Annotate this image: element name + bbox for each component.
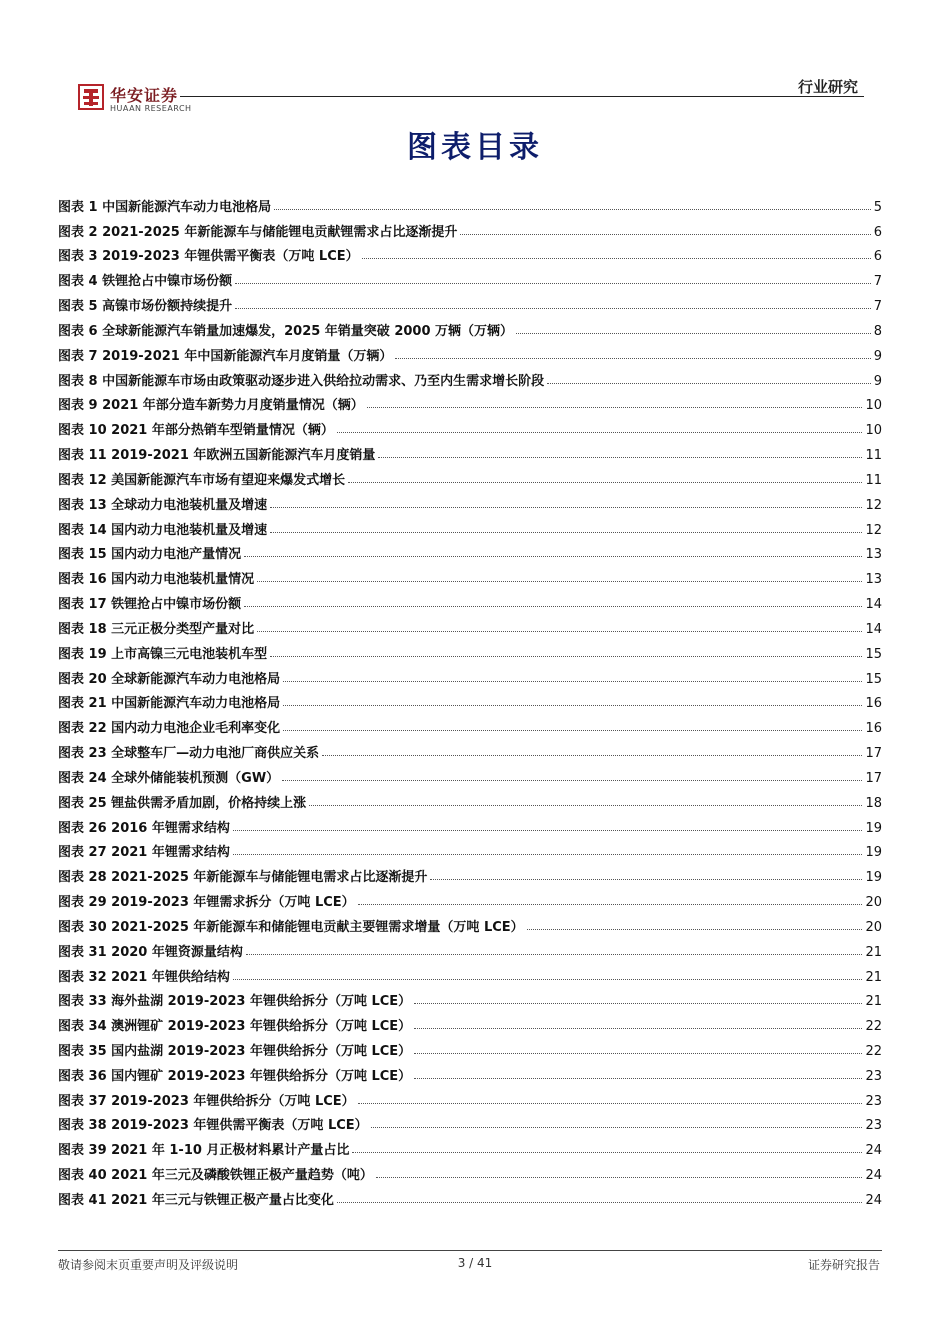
toc-entry-page[interactable]: 13 xyxy=(865,572,882,588)
toc-entry[interactable] xyxy=(58,314,882,339)
footer-disclaimer: 敬请参阅末页重要声明及评级说明 xyxy=(58,1258,239,1272)
page-header xyxy=(0,0,950,113)
toc-entry-label[interactable]: 图表 15 国内动力电池产量情况 xyxy=(58,547,242,563)
toc-leader-dots xyxy=(367,407,863,408)
toc-leader-dots xyxy=(358,1103,863,1104)
toc-entry[interactable] xyxy=(58,562,882,587)
toc-entry-label[interactable]: 图表 11 2019-2021 年欧洲五国新能源汽车月度销量 xyxy=(58,448,376,464)
toc-entry-label[interactable]: 图表 3 2019-2023 年锂供需平衡表（万吨 LCE） xyxy=(58,249,359,265)
toc-entry-label[interactable]: 图表 30 2021-2025 年新能源车和储能锂电贡献主要锂需求增量（万吨 LCE） xyxy=(58,919,524,935)
toc-entry-page[interactable]: 13 xyxy=(865,547,882,563)
toc-entry[interactable] xyxy=(58,463,882,488)
toc-entry-label[interactable]: 图表 27 2021 年锂需求结构 xyxy=(58,845,230,861)
footer-divider xyxy=(58,1250,882,1251)
toc-entry[interactable] xyxy=(58,910,882,935)
toc-leader-dots xyxy=(337,1202,863,1203)
toc-entry-label[interactable]: 图表 33 海外盐湖 2019-2023 年锂供给拆分（万吨 LCE） xyxy=(58,994,412,1010)
toc-entry[interactable] xyxy=(58,612,882,637)
toc-entry-label[interactable]: 图表 28 2021-2025 年新能源车与储能锂电需求占比逐渐提升 xyxy=(58,870,428,886)
toc-entry-page[interactable]: 18 xyxy=(865,795,882,811)
toc-entry-page[interactable]: 16 xyxy=(865,696,882,712)
toc-entry[interactable] xyxy=(58,1133,882,1158)
toc-entry-page[interactable]: 20 xyxy=(865,919,882,935)
toc-entry-label[interactable]: 图表 29 2019-2023 年锂需求拆分（万吨 LCE） xyxy=(58,895,355,911)
toc-entry-page[interactable]: 11 xyxy=(865,448,882,464)
toc-leader-dots xyxy=(348,482,862,483)
toc-entry-label[interactable]: 图表 32 2021 年锂供给结构 xyxy=(58,969,230,985)
toc-entry-page[interactable]: 17 xyxy=(865,746,882,762)
toc-entry-label[interactable]: 图表 34 澳洲锂矿 2019-2023 年锂供给拆分（万吨 LCE） xyxy=(58,1019,412,1035)
toc-leader-dots xyxy=(274,209,871,210)
toc-entry-label[interactable]: 图表 10 2021 年部分热销车型销量情况（辆） xyxy=(58,423,334,439)
toc-entry-label[interactable]: 图表 23 全球整车厂—动力电池厂商供应关系 xyxy=(58,746,320,762)
toc-entry[interactable] xyxy=(58,513,882,538)
toc-entry-page[interactable]: 20 xyxy=(865,895,882,911)
toc-entry-page[interactable]: 19 xyxy=(865,870,882,886)
toc-entry-label[interactable]: 图表 5 高镍市场份额持续提升 xyxy=(58,299,233,315)
toc-entry-page[interactable]: 6 xyxy=(873,224,882,240)
toc-entry[interactable] xyxy=(58,364,882,389)
toc-entry-label[interactable]: 图表 20 全球新能源汽车动力电池格局 xyxy=(58,671,281,687)
toc-entry-label[interactable]: 图表 18 三元正极分类型产量对比 xyxy=(58,621,255,637)
toc-entry[interactable] xyxy=(58,836,882,861)
toc-leader-dots xyxy=(235,308,871,309)
toc-leader-dots xyxy=(233,830,863,831)
toc-entry[interactable] xyxy=(58,587,882,612)
toc-entry-page[interactable]: 15 xyxy=(865,671,882,687)
toc-entry[interactable] xyxy=(58,637,882,662)
toc-entry-page[interactable]: 6 xyxy=(873,249,882,265)
toc-entry[interactable] xyxy=(58,488,882,513)
toc-entry[interactable] xyxy=(58,985,882,1010)
toc-entry-page[interactable]: 7 xyxy=(873,274,882,290)
toc-entry-page[interactable]: 23 xyxy=(865,1093,882,1109)
toc-entry[interactable] xyxy=(58,190,882,215)
toc-entry-label[interactable]: 图表 16 国内动力电池装机量情况 xyxy=(58,572,255,588)
toc-entry[interactable] xyxy=(58,240,882,265)
toc-leader-dots xyxy=(283,681,862,682)
toc-entry[interactable] xyxy=(58,1084,882,1109)
toc-entry-page[interactable]: 24 xyxy=(865,1168,882,1184)
toc-leader-dots xyxy=(244,606,862,607)
toc-entry-page[interactable]: 10 xyxy=(865,398,882,414)
toc-leader-dots xyxy=(246,954,863,955)
toc-entry[interactable] xyxy=(58,1034,882,1059)
header-divider xyxy=(180,96,864,97)
toc-entry-page[interactable]: 15 xyxy=(865,646,882,662)
toc-entry-page[interactable]: 22 xyxy=(865,1043,882,1059)
toc-entry-page[interactable]: 21 xyxy=(865,969,882,985)
toc-entry[interactable] xyxy=(58,1059,882,1084)
toc-leader-dots xyxy=(378,457,862,458)
toc-entry[interactable] xyxy=(58,687,882,712)
toc-entry[interactable] xyxy=(58,289,882,314)
toc-leader-dots xyxy=(270,507,862,508)
toc-entry-label[interactable]: 图表 6 全球新能源汽车销量加速爆发，2025 年销量突破 2000 万辆（万辆） xyxy=(58,323,514,339)
toc-leader-dots xyxy=(257,631,862,632)
toc-entry-label[interactable]: 图表 41 2021 年三元与铁锂正极产量占比变化 xyxy=(58,1192,334,1208)
toc-entry-label[interactable]: 图表 36 国内锂矿 2019-2023 年锂供给拆分（万吨 LCE） xyxy=(58,1068,412,1084)
toc-entry-label[interactable]: 图表 37 2019-2023 年锂供给拆分（万吨 LCE） xyxy=(58,1093,355,1109)
toc-entry-page[interactable]: 21 xyxy=(865,994,882,1010)
toc-entry-page[interactable]: 11 xyxy=(865,472,882,488)
toc-entry[interactable] xyxy=(58,935,882,960)
toc-leader-dots xyxy=(235,283,871,284)
toc-entry-page[interactable]: 22 xyxy=(865,1019,882,1035)
toc-entry-label[interactable]: 图表 31 2020 年锂资源量结构 xyxy=(58,944,243,960)
toc-leader-dots xyxy=(322,755,862,756)
logo-text-en: HUAAN RESEARCH xyxy=(110,104,192,113)
toc-entry[interactable] xyxy=(58,960,882,985)
toc-entry-label[interactable]: 图表 22 国内动力电池企业毛利率变化 xyxy=(58,721,281,737)
toc-leader-dots xyxy=(414,1028,862,1029)
toc-entry-label[interactable]: 图表 12 美国新能源汽车市场有望迎来爆发式增长 xyxy=(58,472,346,488)
toc-entry[interactable] xyxy=(58,264,882,289)
page-number: 3 / 41 xyxy=(457,1256,493,1270)
toc-leader-dots xyxy=(283,705,862,706)
toc-leader-dots xyxy=(233,979,863,980)
toc-leader-dots xyxy=(362,258,871,259)
toc-entry-page[interactable]: 12 xyxy=(865,522,882,538)
toc-leader-dots xyxy=(283,730,862,731)
page-title: 图表目录 xyxy=(407,130,543,165)
toc-entry[interactable] xyxy=(58,736,882,761)
toc-entry[interactable] xyxy=(58,538,882,563)
toc-leader-dots xyxy=(309,805,862,806)
toc-leader-dots xyxy=(270,656,862,657)
toc-entry[interactable] xyxy=(58,711,882,736)
footer-report-type: 证券研究报告 xyxy=(807,1258,880,1272)
toc-entry[interactable] xyxy=(58,662,882,687)
toc-entry-page[interactable]: 10 xyxy=(865,423,882,439)
toc-leader-dots xyxy=(352,1152,862,1153)
toc-entry[interactable] xyxy=(58,1109,882,1134)
toc-leader-dots xyxy=(547,383,871,384)
toc-entry-page[interactable]: 16 xyxy=(865,721,882,737)
toc-entry-label[interactable]: 图表 13 全球动力电池装机量及增速 xyxy=(58,497,268,513)
toc-leader-dots xyxy=(257,581,862,582)
toc-leader-dots xyxy=(371,1127,863,1128)
toc-entry-label[interactable]: 图表 17 铁锂抢占中镍市场份额 xyxy=(58,597,242,613)
huaan-logo-icon xyxy=(78,84,104,110)
toc-entry-page[interactable]: 19 xyxy=(865,820,882,836)
toc-entry-page[interactable]: 9 xyxy=(873,348,882,364)
toc-entry[interactable] xyxy=(58,339,882,364)
toc-entry-page[interactable]: 24 xyxy=(865,1143,882,1159)
toc-entry-page[interactable]: 23 xyxy=(865,1068,882,1084)
toc-leader-dots xyxy=(527,929,863,930)
toc-entry-page[interactable]: 21 xyxy=(865,944,882,960)
toc-entry-page[interactable]: 19 xyxy=(865,845,882,861)
toc-entry-label[interactable]: 图表 26 2016 年锂需求结构 xyxy=(58,820,230,836)
toc-leader-dots xyxy=(233,854,863,855)
toc-entry-label[interactable]: 图表 35 国内盐湖 2019-2023 年锂供给拆分（万吨 LCE） xyxy=(58,1043,412,1059)
toc-leader-dots xyxy=(414,1003,862,1004)
toc-entry-page[interactable]: 17 xyxy=(865,770,882,786)
toc-entry-label[interactable]: 图表 24 全球外储能装机预测（GW） xyxy=(58,770,280,786)
table-of-figures xyxy=(58,190,882,1208)
toc-entry[interactable] xyxy=(58,389,882,414)
toc-entry-label[interactable]: 图表 40 2021 年三元及磷酸铁锂正极产量趋势（吨） xyxy=(58,1168,373,1184)
toc-entry-page[interactable]: 9 xyxy=(873,373,882,389)
logo-text-cn: 华安证券 xyxy=(110,86,179,105)
toc-entry-page[interactable]: 7 xyxy=(873,299,882,315)
toc-entry-label[interactable]: 图表 7 2019-2021 年中国新能源汽车月度销量（万辆） xyxy=(58,348,393,364)
toc-entry[interactable] xyxy=(58,215,882,240)
section-label: 行业研究 xyxy=(797,78,858,96)
toc-leader-dots xyxy=(270,532,862,533)
toc-entry-page[interactable]: 23 xyxy=(865,1118,882,1134)
toc-leader-dots xyxy=(414,1053,862,1054)
toc-entry[interactable] xyxy=(58,811,882,836)
toc-leader-dots xyxy=(376,1177,863,1178)
toc-entry-page[interactable]: 14 xyxy=(865,597,882,613)
toc-entry-label[interactable]: 图表 9 2021 年部分造车新势力月度销量情况（辆） xyxy=(58,398,364,414)
toc-entry-page[interactable]: 8 xyxy=(873,323,882,339)
toc-entry[interactable] xyxy=(58,761,882,786)
toc-entry-label[interactable]: 图表 38 2019-2023 年锂供需平衡表（万吨 LCE） xyxy=(58,1118,368,1134)
toc-leader-dots xyxy=(414,1078,862,1079)
toc-entry[interactable] xyxy=(58,413,882,438)
toc-entry[interactable] xyxy=(58,1158,882,1183)
toc-entry-label[interactable]: 图表 39 2021 年 1-10 月正极材料累计产量占比 xyxy=(58,1143,350,1159)
toc-entry-label[interactable]: 图表 25 锂盐供需矛盾加剧，价格持续上涨 xyxy=(58,795,307,811)
toc-entry-page[interactable]: 5 xyxy=(873,199,882,215)
toc-leader-dots xyxy=(244,556,862,557)
toc-leader-dots xyxy=(282,780,862,781)
toc-entry-label[interactable]: 图表 14 国内动力电池装机量及增速 xyxy=(58,522,268,538)
toc-entry[interactable] xyxy=(58,885,882,910)
toc-leader-dots xyxy=(337,432,863,433)
toc-entry-label[interactable]: 图表 8 中国新能源车市场由政策驱动逐步进入供给拉动需求、乃至内生需求增长阶段 xyxy=(58,373,545,389)
toc-entry-page[interactable]: 12 xyxy=(865,497,882,513)
toc-entry-label[interactable]: 图表 1 中国新能源汽车动力电池格局 xyxy=(58,199,272,215)
toc-entry-label[interactable]: 图表 4 铁锂抢占中镍市场份额 xyxy=(58,274,233,290)
toc-leader-dots xyxy=(516,333,871,334)
toc-leader-dots xyxy=(430,879,862,880)
toc-entry-page[interactable]: 14 xyxy=(865,621,882,637)
toc-leader-dots xyxy=(395,358,870,359)
toc-entry-label[interactable]: 图表 21 中国新能源汽车动力电池格局 xyxy=(58,696,281,712)
toc-leader-dots xyxy=(358,904,863,905)
toc-entry[interactable] xyxy=(58,438,882,463)
toc-entry[interactable] xyxy=(58,1183,882,1208)
toc-entry-label[interactable]: 图表 19 上市高镍三元电池装机车型 xyxy=(58,646,268,662)
toc-leader-dots xyxy=(460,234,870,235)
toc-entry-label[interactable]: 图表 2 2021-2025 年新能源车与储能锂电贡献锂需求占比逐渐提升 xyxy=(58,224,458,240)
toc-entry[interactable] xyxy=(58,786,882,811)
toc-entry-page[interactable]: 24 xyxy=(865,1192,882,1208)
toc-entry[interactable] xyxy=(58,1009,882,1034)
toc-entry[interactable] xyxy=(58,860,882,885)
